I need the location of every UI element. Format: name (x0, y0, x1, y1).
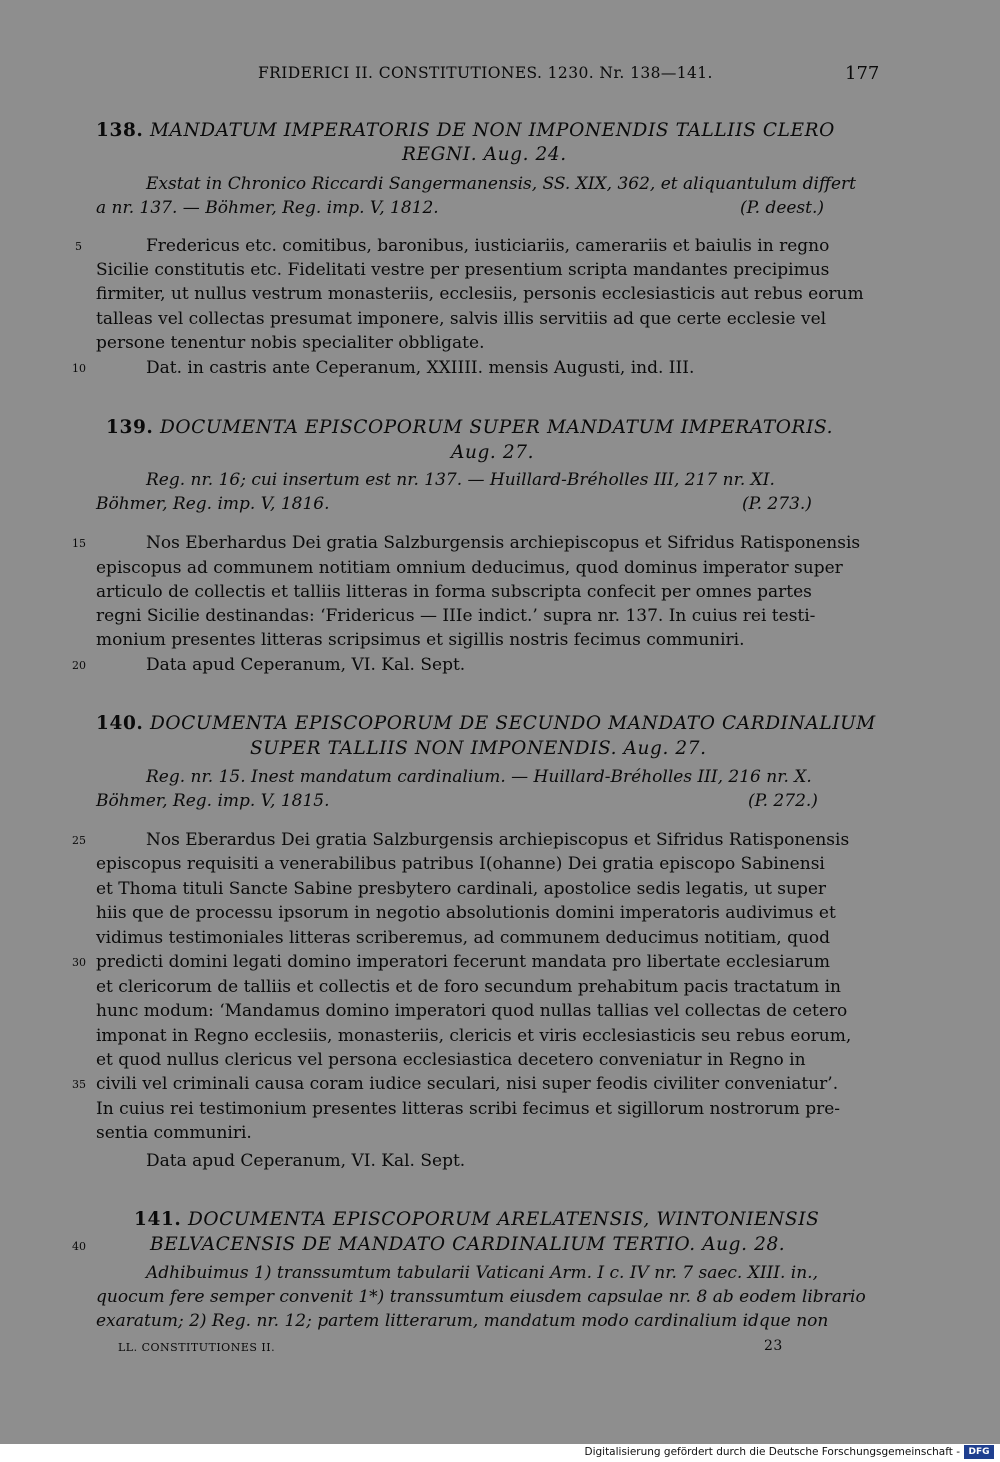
entry-138-dating: Dat. in castris ante Ceperanum, XXIIII. mensis Augusti, ind. III. (146, 358, 695, 378)
entry-138-title-line-2: REGNI. Aug. 24. (402, 144, 567, 165)
entry-140-text-line-6: predicti domini legati domino imperatori fecerunt mandata pro libertate ecclesiarum (96, 952, 831, 972)
line-number: 20 (72, 659, 86, 672)
entry-140-text-line-5: vidimus testimoniales litteras scriberemus, ad communem deducimus notitiam, quod (96, 928, 831, 948)
entry-140-dating: Data apud Ceperanum, VI. Kal. Sept. (146, 1151, 466, 1171)
entry-138-source-line-2: a nr. 137. — Böhmer, Reg. imp. V, 1812. (96, 198, 439, 218)
line-number: 30 (72, 956, 86, 969)
entry-139-text-line-4: regni Sicilie destinandas: ‘Fridericus — IIIe indict.’ supra nr. 137. In cuius rei testi- (96, 606, 816, 626)
dfg-logo-icon[interactable]: DFG (964, 1445, 994, 1459)
entry-138-title-line-1: 138. MANDATUM IMPERATORIS DE NON IMPONENDIS TALLIIS CLERO (96, 120, 835, 141)
entry-138-text-line-2: Sicilie constitutis etc. Fidelitati vestre per presentium scripta mandantes precipimus (96, 260, 830, 280)
line-number: 10 (72, 362, 86, 375)
entry-138-text-line-1: Fredericus etc. comitibus, baronibus, iusticiariis, camerariis et baiulis in regno (146, 236, 830, 256)
entry-139-source-tag: (P. 273.) (742, 494, 812, 514)
entry-139-text-line-2: episcopus ad communem notitiam omnium deducimus, quod dominus imperator super (96, 558, 843, 578)
entry-139-source-line-2: Böhmer, Reg. imp. V, 1816. (96, 494, 330, 514)
line-number: 25 (72, 834, 86, 847)
entry-139-dating: Data apud Ceperanum, VI. Kal. Sept. (146, 655, 466, 675)
entry-138-text-line-5: persone tenentur nobis specialiter obbligate. (96, 333, 485, 353)
entry-138-source-tag: (P. deest.) (740, 198, 825, 218)
entry-140-text-line-11: civili vel criminali causa coram iudice seculari, nisi super feodis civiliter conveniatur’. (96, 1074, 839, 1094)
entry-140-title-line-2: SUPER TALLIIS NON IMPONENDIS. Aug. 27. (250, 738, 707, 759)
running-title: FRIDERICI II. CONSTITUTIONES. 1230. Nr. 138—141. (258, 64, 713, 82)
entry-139-text-line-3: articulo de collectis et talliis litteras in forma subscripta confecit per omnes partes (96, 582, 812, 602)
entry-141-number: 141. (134, 1209, 182, 1230)
entry-138-number: 138. (96, 120, 144, 141)
entry-140-text-line-1: Nos Eberardus Dei gratia Salzburgensis archiepiscopus et Sifridus Ratisponensis (146, 830, 850, 850)
entry-139-number: 139. (106, 417, 154, 438)
line-number: 5 (75, 240, 82, 253)
entry-138-source-line-1: Exstat in Chronico Riccardi Sangermanensis, SS. XIX, 362, et aliquantulum differt (146, 174, 857, 194)
entry-139-title-line-2: Aug. 27. (451, 442, 535, 463)
digitization-banner (0, 1444, 1000, 1462)
entry-139-source-line-1: Reg. nr. 16; cui insertum est nr. 137. — Huillard-Bréholles III, 217 nr. XI. (146, 470, 775, 490)
footer-series: LL. CONSTITUTIONES II. (118, 1341, 276, 1354)
entry-140-title-line-1: 140. DOCUMENTA EPISCOPORUM DE SECUNDO MANDATO CARDINALIUM (96, 713, 876, 734)
page-number: 177 (845, 63, 880, 84)
entry-140-source-line-1: Reg. nr. 15. Inest mandatum cardinalium. — Huillard-Bréholles III, 216 nr. X. (146, 767, 812, 787)
entry-140-text-line-7: et clericorum de talliis et collectis et de foro secundum prehabitum pacis tractatum in (96, 977, 841, 997)
banner-text: Digitalisierung gefördert durch die Deutsche Forschungsgemeinschaft - (584, 1446, 960, 1458)
entry-141-title-line-1: 141. DOCUMENTA EPISCOPORUM ARELATENSIS, WINTONIENSIS (134, 1209, 820, 1230)
line-number: 15 (72, 537, 86, 550)
entry-141-source-line-1: Adhibuimus 1) transsumtum tabularii Vaticani Arm. I c. IV nr. 7 saec. XIII. in., (146, 1263, 818, 1283)
entry-139-text-line-1: Nos Eberhardus Dei gratia Salzburgensis archiepiscopus et Sifridus Ratisponensis (146, 533, 861, 553)
line-number: 40 (72, 1240, 86, 1253)
entry-140-text-line-9: imponat in Regno ecclesiis, monasteriis, clericis et viris ecclesiasticis seu rebus eorum, (96, 1026, 852, 1046)
entry-141-title-line-2: BELVACENSIS DE MANDATO CARDINALIUM TERTIO. Aug. 28. (150, 1234, 786, 1255)
entry-138-text-line-3: firmiter, ut nullus vestrum monasteriis, ecclesiis, personis ecclesiasticis aut rebus eorum (96, 284, 864, 304)
entry-141-source-line-2: quocum fere semper convenit 1*) transsumtum eiusdem capsulae nr. 8 ab eodem librario (96, 1287, 866, 1307)
entry-140-text-line-13: sentia communiri. (96, 1123, 252, 1143)
entry-139-text-line-5: monium presentes litteras scripsimus et sigillis nostris fecimus communiri. (96, 630, 745, 650)
line-number: 35 (72, 1078, 86, 1091)
entry-139-title-line-1: 139. DOCUMENTA EPISCOPORUM SUPER MANDATUM IMPERATORIS. (106, 417, 834, 438)
entry-141-source-line-3: exaratum; 2) Reg. nr. 12; partem litterarum, mandatum modo cardinalium idque non (96, 1311, 829, 1331)
entry-140-source-tag: (P. 272.) (748, 791, 818, 811)
entry-140-text-line-8: hunc modum: ‘Mandamus domino imperatori quod nullas tallias vel collectas de cetero (96, 1001, 848, 1021)
entry-138-text-line-4: talleas vel collectas presumat imponere, salvis illis servitiis ad que certe ecclesie vel (96, 309, 827, 329)
entry-140-text-line-4: hiis que de processu ipsorum in negotio absolutionis domini imperatoris audivimus et (96, 903, 836, 923)
footer-signature: 23 (764, 1338, 783, 1354)
entry-140-text-line-10: et quod nullus clericus vel persona ecclesiastica decetero conveniatur in Regno in (96, 1050, 806, 1070)
entry-140-source-line-2: Böhmer, Reg. imp. V, 1815. (96, 791, 330, 811)
entry-140-text-line-12: In cuius rei testimonium presentes litteras scribi fecimus et sigillorum nostrorum pre- (96, 1099, 841, 1119)
entry-140-text-line-2: episcopus requisiti a venerabilibus patribus I(ohanne) Dei gratia episcopo Sabinensi (96, 854, 825, 874)
entry-140-number: 140. (96, 713, 144, 734)
entry-140-text-line-3: et Thoma tituli Sancte Sabine presbytero cardinali, apostolice sedis legatis, ut super (96, 879, 827, 899)
